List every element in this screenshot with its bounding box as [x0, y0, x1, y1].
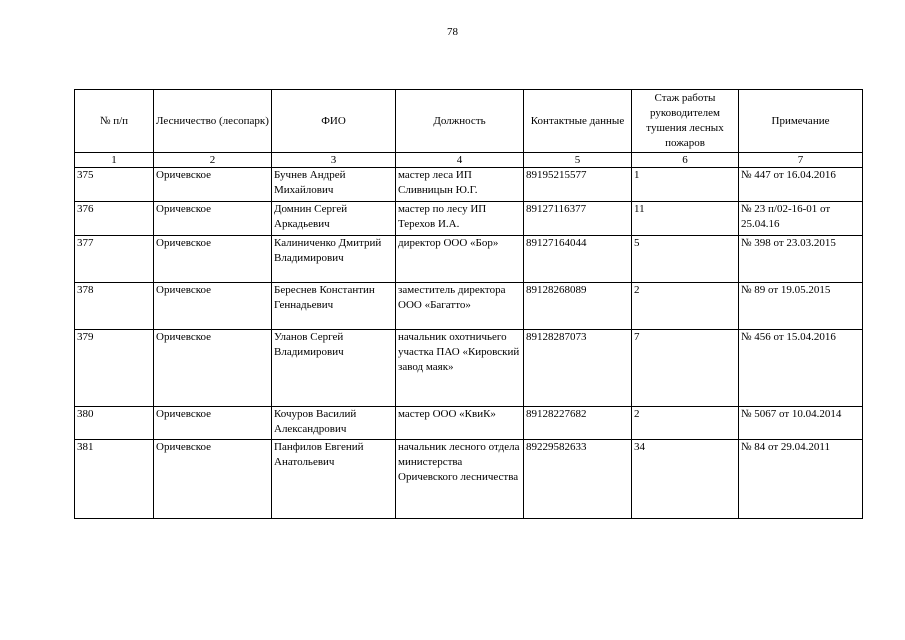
cell-experience: 5 [632, 236, 739, 283]
cell-note: № 5067 от 10.04.2014 [739, 407, 863, 440]
cell-contact: 89127116377 [524, 202, 632, 236]
column-number: 2 [154, 153, 272, 168]
cell-position: заместитель директора ООО «Багатто» [396, 283, 524, 330]
column-number: 5 [524, 153, 632, 168]
cell-note: № 456 от 15.04.2016 [739, 330, 863, 407]
column-number: 4 [396, 153, 524, 168]
table-row [75, 330, 863, 407]
cell-position: мастер леса ИП Сливницын Ю.Г. [396, 168, 524, 202]
cell-forestry: Оричевское [154, 236, 272, 283]
cell-number: 375 [75, 168, 154, 202]
cell-note: № 398 от 23.03.2015 [739, 236, 863, 283]
cell-note: № 89 от 19.05.2015 [739, 283, 863, 330]
cell-name: Кочуров Василий Александрович [272, 407, 396, 440]
cell-experience: 11 [632, 202, 739, 236]
cell-experience: 34 [632, 440, 739, 519]
table-row [75, 168, 863, 202]
cell-experience: 2 [632, 407, 739, 440]
cell-contact: 89195215577 [524, 168, 632, 202]
cell-name: Уланов Сергей Владимирович [272, 330, 396, 407]
column-number: 1 [75, 153, 154, 168]
table-row [75, 440, 863, 519]
column-number: 7 [739, 153, 863, 168]
cell-number: 381 [75, 440, 154, 519]
cell-position: директор ООО «Бор» [396, 236, 524, 283]
table-row [75, 236, 863, 283]
cell-number: 380 [75, 407, 154, 440]
column-number: 6 [632, 153, 739, 168]
cell-number: 377 [75, 236, 154, 283]
cell-note: № 447 от 16.04.2016 [739, 168, 863, 202]
cell-note: № 23 п/02-16-01 от 25.04.16 [739, 202, 863, 236]
header-cell-note: Примечание [739, 90, 863, 153]
cell-contact: 89128287073 [524, 330, 632, 407]
cell-number: 379 [75, 330, 154, 407]
cell-position: мастер ООО «КвиК» [396, 407, 524, 440]
cell-contact: 89128227682 [524, 407, 632, 440]
header-cell-number: № п/п [75, 90, 154, 153]
cell-contact: 89128268089 [524, 283, 632, 330]
cell-name: Панфилов Евгений Анатольевич [272, 440, 396, 519]
cell-name: Береснев Константин Геннадьевич [272, 283, 396, 330]
cell-contact: 89229582633 [524, 440, 632, 519]
cell-position: начальник охотничьего участка ПАО «Кировский завод маяк» [396, 330, 524, 407]
cell-forestry: Оричевское [154, 407, 272, 440]
cell-forestry: Оричевское [154, 440, 272, 519]
table-row [75, 202, 863, 236]
header-cell-name: ФИО [272, 90, 396, 153]
cell-forestry: Оричевское [154, 168, 272, 202]
cell-position: начальник лесного отдела министерства Оричевского лесничества [396, 440, 524, 519]
header-cell-forestry: Лесничество (лесопарк) [154, 90, 272, 153]
cell-forestry: Оричевское [154, 283, 272, 330]
page-number: 78 [447, 26, 458, 38]
column-number: 3 [272, 153, 396, 168]
header-cell-experience: Стаж работы руководителем тушения лесных пожаров [632, 90, 739, 153]
cell-contact: 89127164044 [524, 236, 632, 283]
cell-name: Домнин Сергей Аркадьевич [272, 202, 396, 236]
cell-experience: 1 [632, 168, 739, 202]
cell-number: 376 [75, 202, 154, 236]
table-row [75, 283, 863, 330]
cell-experience: 7 [632, 330, 739, 407]
table-row [75, 407, 863, 440]
cell-name: Калиниченко Дмитрий Владимирович [272, 236, 396, 283]
header-cell-position: Должность [396, 90, 524, 153]
cell-experience: 2 [632, 283, 739, 330]
cell-forestry: Оричевское [154, 330, 272, 407]
cell-forestry: Оричевское [154, 202, 272, 236]
header-row [75, 90, 863, 153]
column-number-row [75, 153, 863, 168]
header-cell-contact: Контактные данные [524, 90, 632, 153]
cell-note: № 84 от 29.04.2011 [739, 440, 863, 519]
cell-number: 378 [75, 283, 154, 330]
forest-fire-managers-table [74, 89, 863, 519]
cell-name: Бучнев Андрей Михайлович [272, 168, 396, 202]
cell-position: мастер по лесу ИП Терехов И.А. [396, 202, 524, 236]
